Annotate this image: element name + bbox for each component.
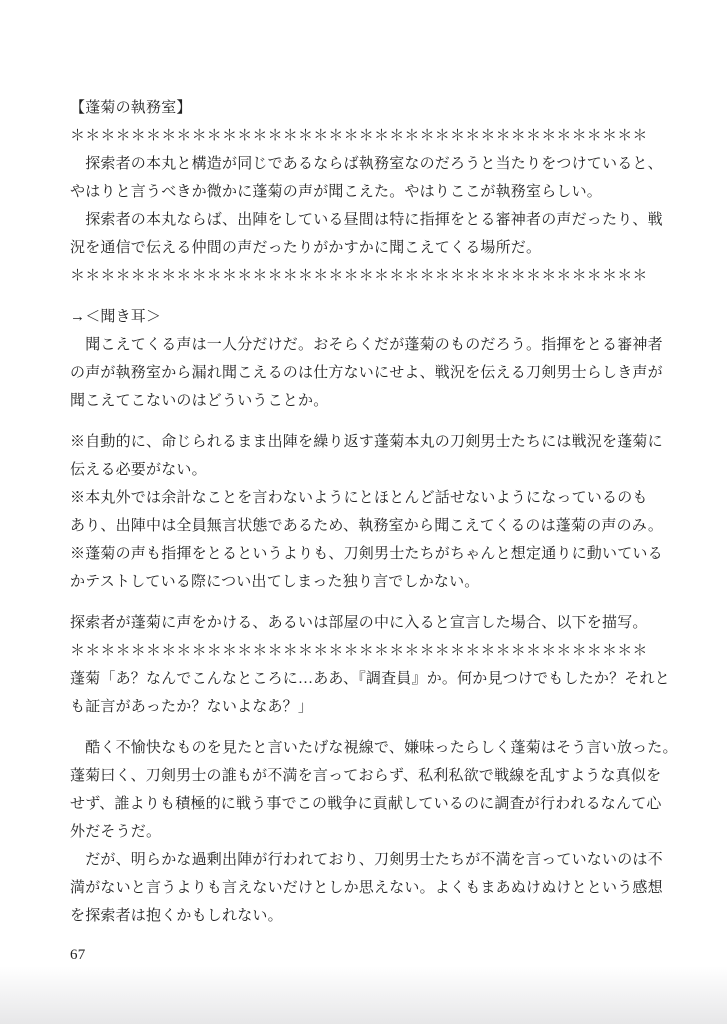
text-line: 酷く不愉快なものを見たと言いたげな視線で、嫌味ったらしく蓬菊はそう言い放った。 xyxy=(70,740,678,756)
skill-check-heading: →＜聞き耳＞ xyxy=(70,309,162,325)
section-gm-notes xyxy=(70,428,666,596)
dialogue-line: も証言があったか？ないよなあ？」 xyxy=(70,699,314,715)
dialogue-line: 蓬菊「あ？なんでこんなところに…ああ、『調査員』か。何か見つけでもしたか？それと xyxy=(70,671,670,687)
section-office-scene xyxy=(70,94,666,290)
note-line: ※自動的に、命じられるまま出陣を繰り返す蓬菊本丸の刀剣男士たちには戦況を蓬菊に xyxy=(70,434,663,450)
text-line: だが、明らかな過剰出陣が行われており、刀剣男士たちが不満を言っていないのは不 xyxy=(70,852,663,868)
text-line: の声が執務室から漏れ聞こえるのは仕方ないにせよ、戦況を伝える刀剣男士らしき声が xyxy=(70,365,663,381)
section-listen-check xyxy=(70,303,666,415)
text-line: 探索者が蓬菊に声をかける、あるいは部屋の中に入ると宣言した場合、以下を描写。 xyxy=(70,615,648,631)
text-line: やはりと言うべきか微かに蓬菊の声が聞こえた。やはりここが執務室らしい。 xyxy=(70,184,603,200)
separator-line: ＊＊＊＊＊＊＊＊＊＊＊＊＊＊＊＊＊＊＊＊＊＊＊＊＊＊＊＊＊＊＊＊＊＊＊＊＊＊ xyxy=(70,643,648,659)
text-line: 聞こえてこないのはどういうことか。 xyxy=(70,393,329,409)
separator-line: ＊＊＊＊＊＊＊＊＊＊＊＊＊＊＊＊＊＊＊＊＊＊＊＊＊＊＊＊＊＊＊＊＊＊＊＊＊＊ xyxy=(70,128,648,144)
note-line: ※本丸外では余計なことを言わないようにとほとんど話せないようになっているのも xyxy=(70,490,648,506)
page-bottom-shadow xyxy=(0,966,727,1024)
note-line: あり、出陣中は全員無言状態であるため、執務室から聞こえてくるのは蓬菊の声のみ。 xyxy=(70,518,664,534)
page-number: 67 xyxy=(70,947,86,963)
text-line: 聞こえてくる声は一人分だけだ。おそらくだが蓬菊のものだろう。指揮をとる審神者 xyxy=(70,337,663,353)
text-line: 蓬菊曰く、刀剣男士の誰もが不満を言っておらず、私利私欲で戦線を乱すような真似を xyxy=(70,768,662,784)
text-line: せず、誰よりも積極的に戦う事でこの戦争に貢献しているのに調査が行われるなんて心 xyxy=(70,796,662,812)
text-line: 況を通信で伝える仲間の声だったりがかすかに聞こえてくる場所だ。 xyxy=(70,240,542,256)
note-line: かテストしている際につい出てしまった独り言でしかない。 xyxy=(70,574,480,590)
page-content xyxy=(70,94,678,967)
section-heading: 【蓬菊の執務室】 xyxy=(70,100,192,116)
note-line: 伝える必要がない。 xyxy=(70,462,207,478)
text-line: を探索者は抱くかもしれない。 xyxy=(70,908,283,924)
page-footer xyxy=(70,943,666,967)
text-line: 探索者の本丸ならば、出陣をしている昼間は特に指揮をとる審神者の声だったり、戦 xyxy=(70,212,663,228)
section-dialogue xyxy=(70,609,670,721)
text-line: 探索者の本丸と構造が同じであるならば執務室なのだろうと当たりをつけていると、 xyxy=(70,156,663,172)
text-line: 外だそうだ。 xyxy=(70,824,162,840)
section-narration xyxy=(70,734,678,930)
note-line: ※蓬菊の声も指揮をとるというよりも、刀剣男士たちがちゃんと想定通りに動いている xyxy=(70,546,663,562)
separator-line: ＊＊＊＊＊＊＊＊＊＊＊＊＊＊＊＊＊＊＊＊＊＊＊＊＊＊＊＊＊＊＊＊＊＊＊＊＊＊ xyxy=(70,268,648,284)
text-line: 満がないと言うよりも言えないだけとしか思えない。よくもまあぬけぬけとという感想 xyxy=(70,880,663,896)
